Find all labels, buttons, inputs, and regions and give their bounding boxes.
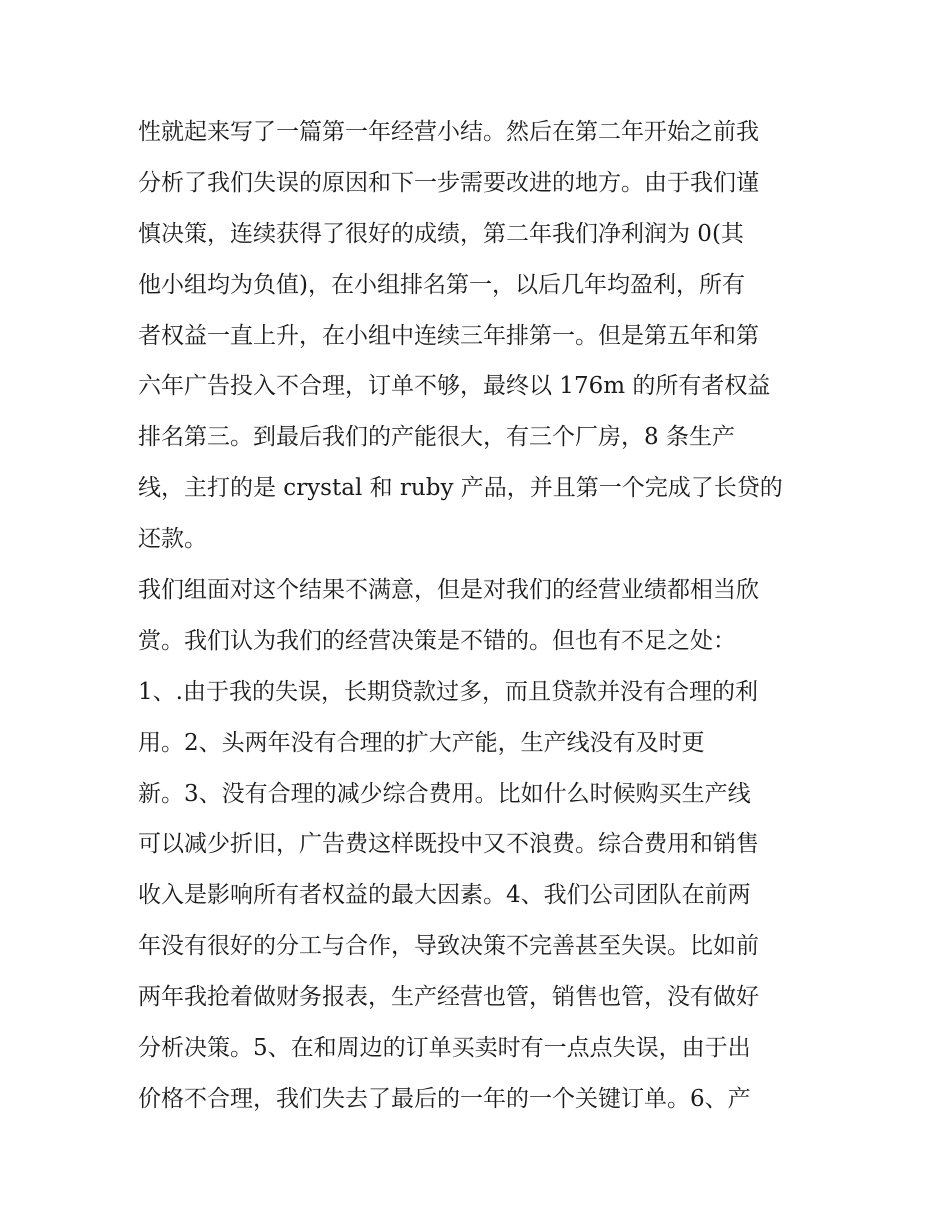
text-line: 还款。 — [138, 526, 207, 553]
text-line: 分析决策。5、在和周边的订单买卖时有一点点失误，由于出 — [138, 1035, 751, 1062]
text-line: 他小组均为负值)，在小组排名第一，以后几年均盈利，所有 — [138, 271, 745, 298]
text-line: 用。2、头两年没有合理的扩大产能，生产线没有及时更 — [138, 729, 705, 756]
text-line: 可以减少折旧，广告费这样既投中又不浪费。综合费用和销售 — [138, 831, 759, 858]
text-line: 线，主打的是 crystal 和 ruby 产品，并且第一个完成了长贷的 — [138, 475, 783, 502]
text-line: 者权益一直上升，在小组中连续三年排第一。但是第五年和第 — [138, 322, 759, 349]
text-line: 我们组面对这个结果不满意，但是对我们的经营业绩都相当欣 — [138, 577, 759, 604]
text-line: 分析了我们失误的原因和下一步需要改进的地方。由于我们谨 — [138, 169, 759, 196]
text-line: 排名第三。到最后我们的产能很大，有三个厂房，8 条生产 — [138, 424, 735, 451]
text-line: 收入是影响所有者权益的最大因素。4、我们公司团队在前两 — [138, 882, 751, 909]
text-line: 价格不合理，我们失去了最后的一年的一个关键订单。6、产 — [138, 1085, 751, 1112]
text-line: 1、.由于我的失误，长期贷款过多，而且贷款并没有合理的利 — [138, 678, 758, 705]
text-line: 性就起来写了一篇第一年经营小结。然后在第二年开始之前我 — [138, 119, 759, 145]
body-text — [138, 107, 818, 1125]
text-line: 新。3、没有合理的减少综合费用。比如什么时候购买生产线 — [138, 780, 751, 807]
text-line: 慎决策，连续获得了很好的成绩，第二年我们净利润为 0(其 — [138, 220, 744, 247]
text-line: 六年广告投入不合理，订单不够，最终以 176m 的所有者权益 — [138, 373, 771, 400]
text-line: 两年我抢着做财务报表，生产经营也管，销售也管，没有做好 — [138, 984, 759, 1011]
text-line: 赏。我们认为我们的经营决策是不错的。但也有不足之处： — [138, 627, 736, 654]
text-line: 年没有很好的分工与合作，导致决策不完善甚至失误。比如前 — [138, 933, 759, 960]
